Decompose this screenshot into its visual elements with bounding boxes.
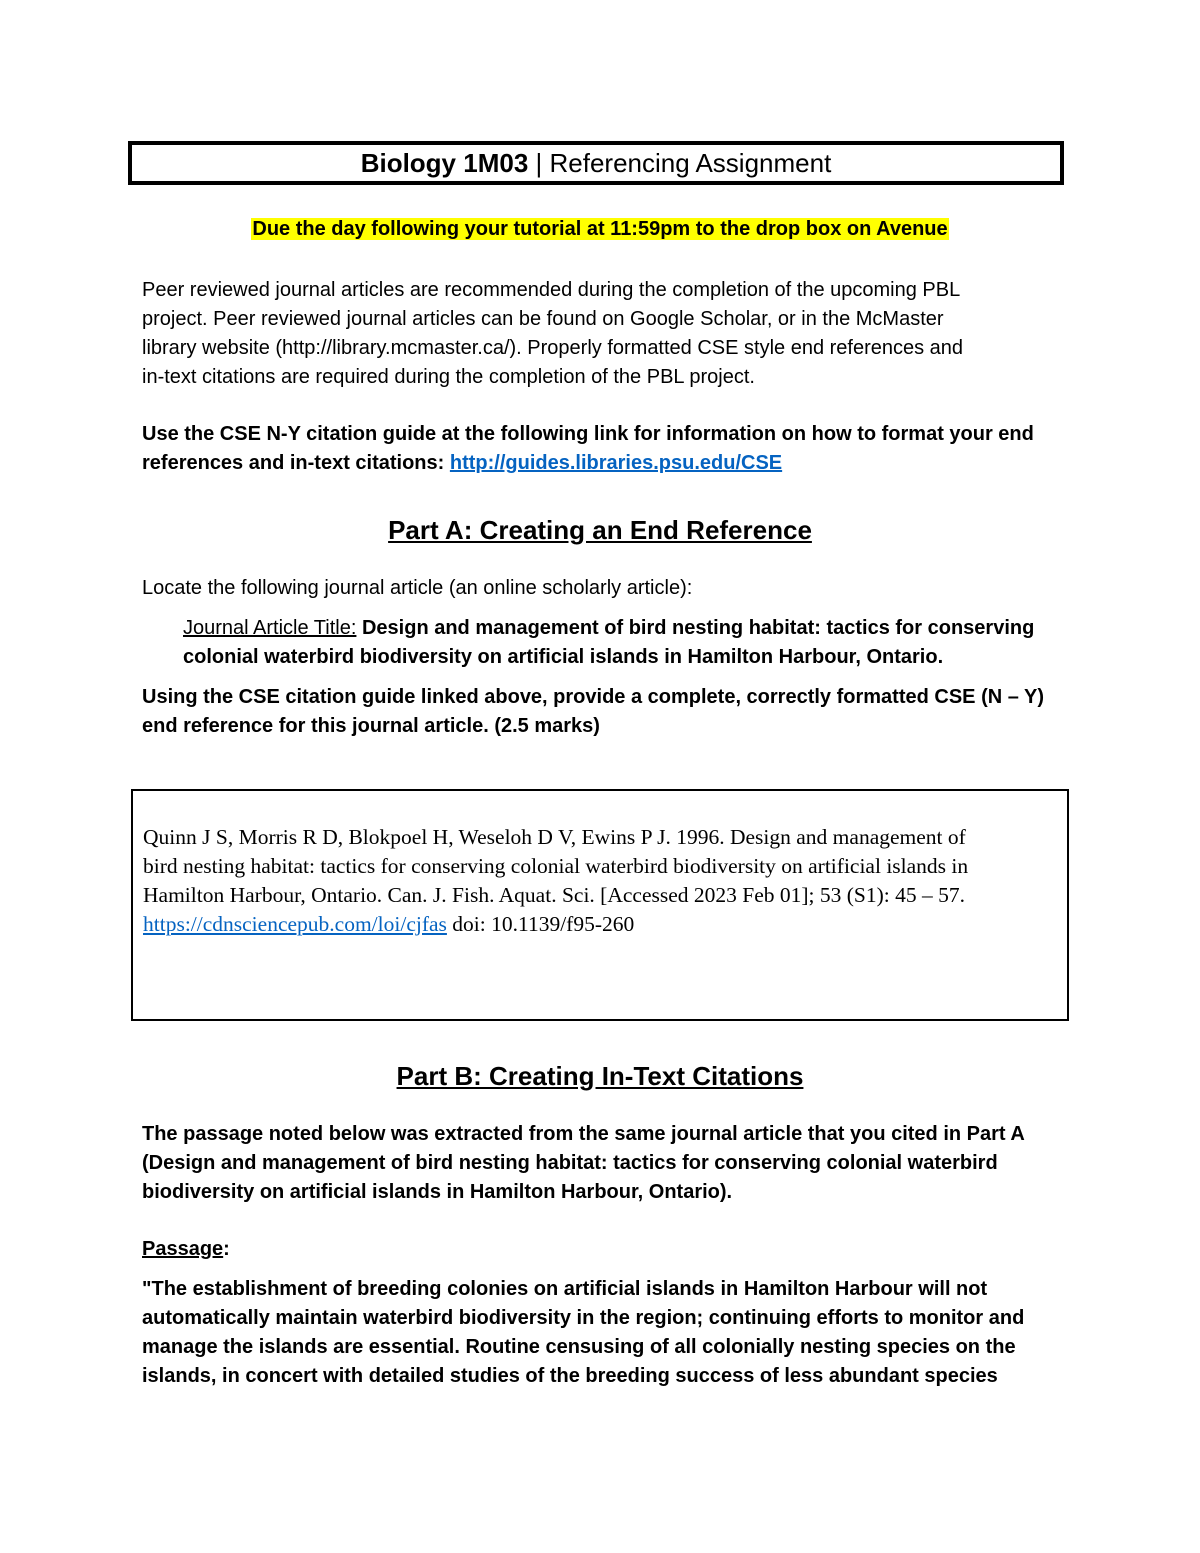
answer-box[interactable]	[131, 789, 1069, 1021]
title-separator: |	[528, 147, 550, 178]
article-title-label: Journal Article Title:	[183, 617, 357, 639]
part-b-intro-line: biodiversity on artificial islands in Hamilton Harbour, Ontario).	[142, 1181, 733, 1203]
part-b-heading: Part B: Creating In-Text Citations	[396, 1061, 804, 1091]
intro-line: in-text citations are required during the completion of the PBL project.	[142, 366, 755, 388]
intro-line: Peer reviewed journal articles are recommended during the completion of the upcoming PBL	[142, 279, 961, 301]
passage-line: automatically maintain waterbird biodiversity in the region; continuing efforts to monitor and	[142, 1307, 1025, 1329]
passage-label-text: Passage	[142, 1238, 224, 1260]
guide-line: Use the CSE N-Y citation guide at the following link for information on how to format your end	[142, 423, 1034, 445]
intro-line: project. Peer reviewed journal articles can be found on Google Scholar, or in the McMaster	[142, 308, 944, 330]
journal-link[interactable]: https://cdnsciencepub.com/loi/cjfas	[143, 912, 447, 936]
passage-text	[142, 1275, 1062, 1391]
answer-line: Hamilton Harbour, Ontario. Can. J. Fish. Aquat. Sci. [Accessed 2023 Feb 01]; 53 (S1): 45 – 57.	[143, 883, 966, 907]
title-box	[128, 141, 1064, 185]
answer-line: Quinn J S, Morris R D, Blokpoel H, Weseloh D V, Ewins P J. 1996. Design and management of	[143, 825, 966, 849]
passage-label	[142, 1235, 1062, 1264]
course-code: Biology 1M03	[360, 147, 529, 178]
intro-line: library website (http://library.mcmaster.ca/). Properly formatted CSE style end references and	[142, 337, 964, 359]
guide-line-text: references and in-text citations:	[142, 452, 450, 474]
instruction-line: Using the CSE citation guide linked above, provide a complete, correctly formatted CSE (N – Y)	[142, 686, 1045, 708]
passage-line: islands, in concert with detailed studies of the breeding success of less abundant species	[142, 1365, 998, 1387]
locate-text: Locate the following journal article (an online scholarly article):	[142, 577, 693, 599]
passage-line: "The establishment of breeding colonies on artificial islands in Hamilton Harbour will not	[142, 1278, 988, 1300]
passage-label-colon: :	[223, 1238, 230, 1260]
due-notice-text: Due the day following your tutorial at 11:59pm to the drop box on Avenue	[252, 218, 948, 240]
guide-paragraph	[142, 420, 1062, 478]
article-title-text: Design and management of bird nesting habitat: tactics for conserving	[356, 617, 1035, 639]
article-title-line-1	[183, 614, 1063, 643]
part-a-heading: Part A: Creating an End Reference	[388, 515, 812, 545]
answer-line-4	[143, 910, 1057, 939]
article-title-block	[183, 614, 1063, 672]
part-a-instruction	[142, 683, 1062, 741]
doi-text: doi: 10.1139/f95-260	[446, 912, 635, 936]
instruction-line: end reference for this journal article. (2.5 marks)	[142, 715, 600, 737]
intro-paragraph	[142, 276, 1062, 392]
assignment-name: Referencing Assignment	[549, 147, 832, 178]
answer-line: bird nesting habitat: tactics for conserving colonial waterbird biodiversity on artificial islands in	[143, 854, 969, 878]
article-title-line-2: colonial waterbird biodiversity on artificial islands in Hamilton Harbour, Ontario.	[183, 646, 944, 668]
cse-guide-link[interactable]: http://guides.libraries.psu.edu/CSE	[449, 452, 783, 474]
due-notice	[0, 218, 1200, 241]
part-b-intro-line: (Design and management of bird nesting habitat: tactics for conserving colonial waterbird	[142, 1152, 998, 1174]
part-b-intro	[142, 1120, 1062, 1207]
passage-line: manage the islands are essential. Routine censusing of all colonially nesting species on the	[142, 1336, 1016, 1358]
part-b-intro-line: The passage noted below was extracted from the same journal article that you cited in Part A	[142, 1123, 1025, 1145]
guide-line-2	[142, 449, 1062, 478]
